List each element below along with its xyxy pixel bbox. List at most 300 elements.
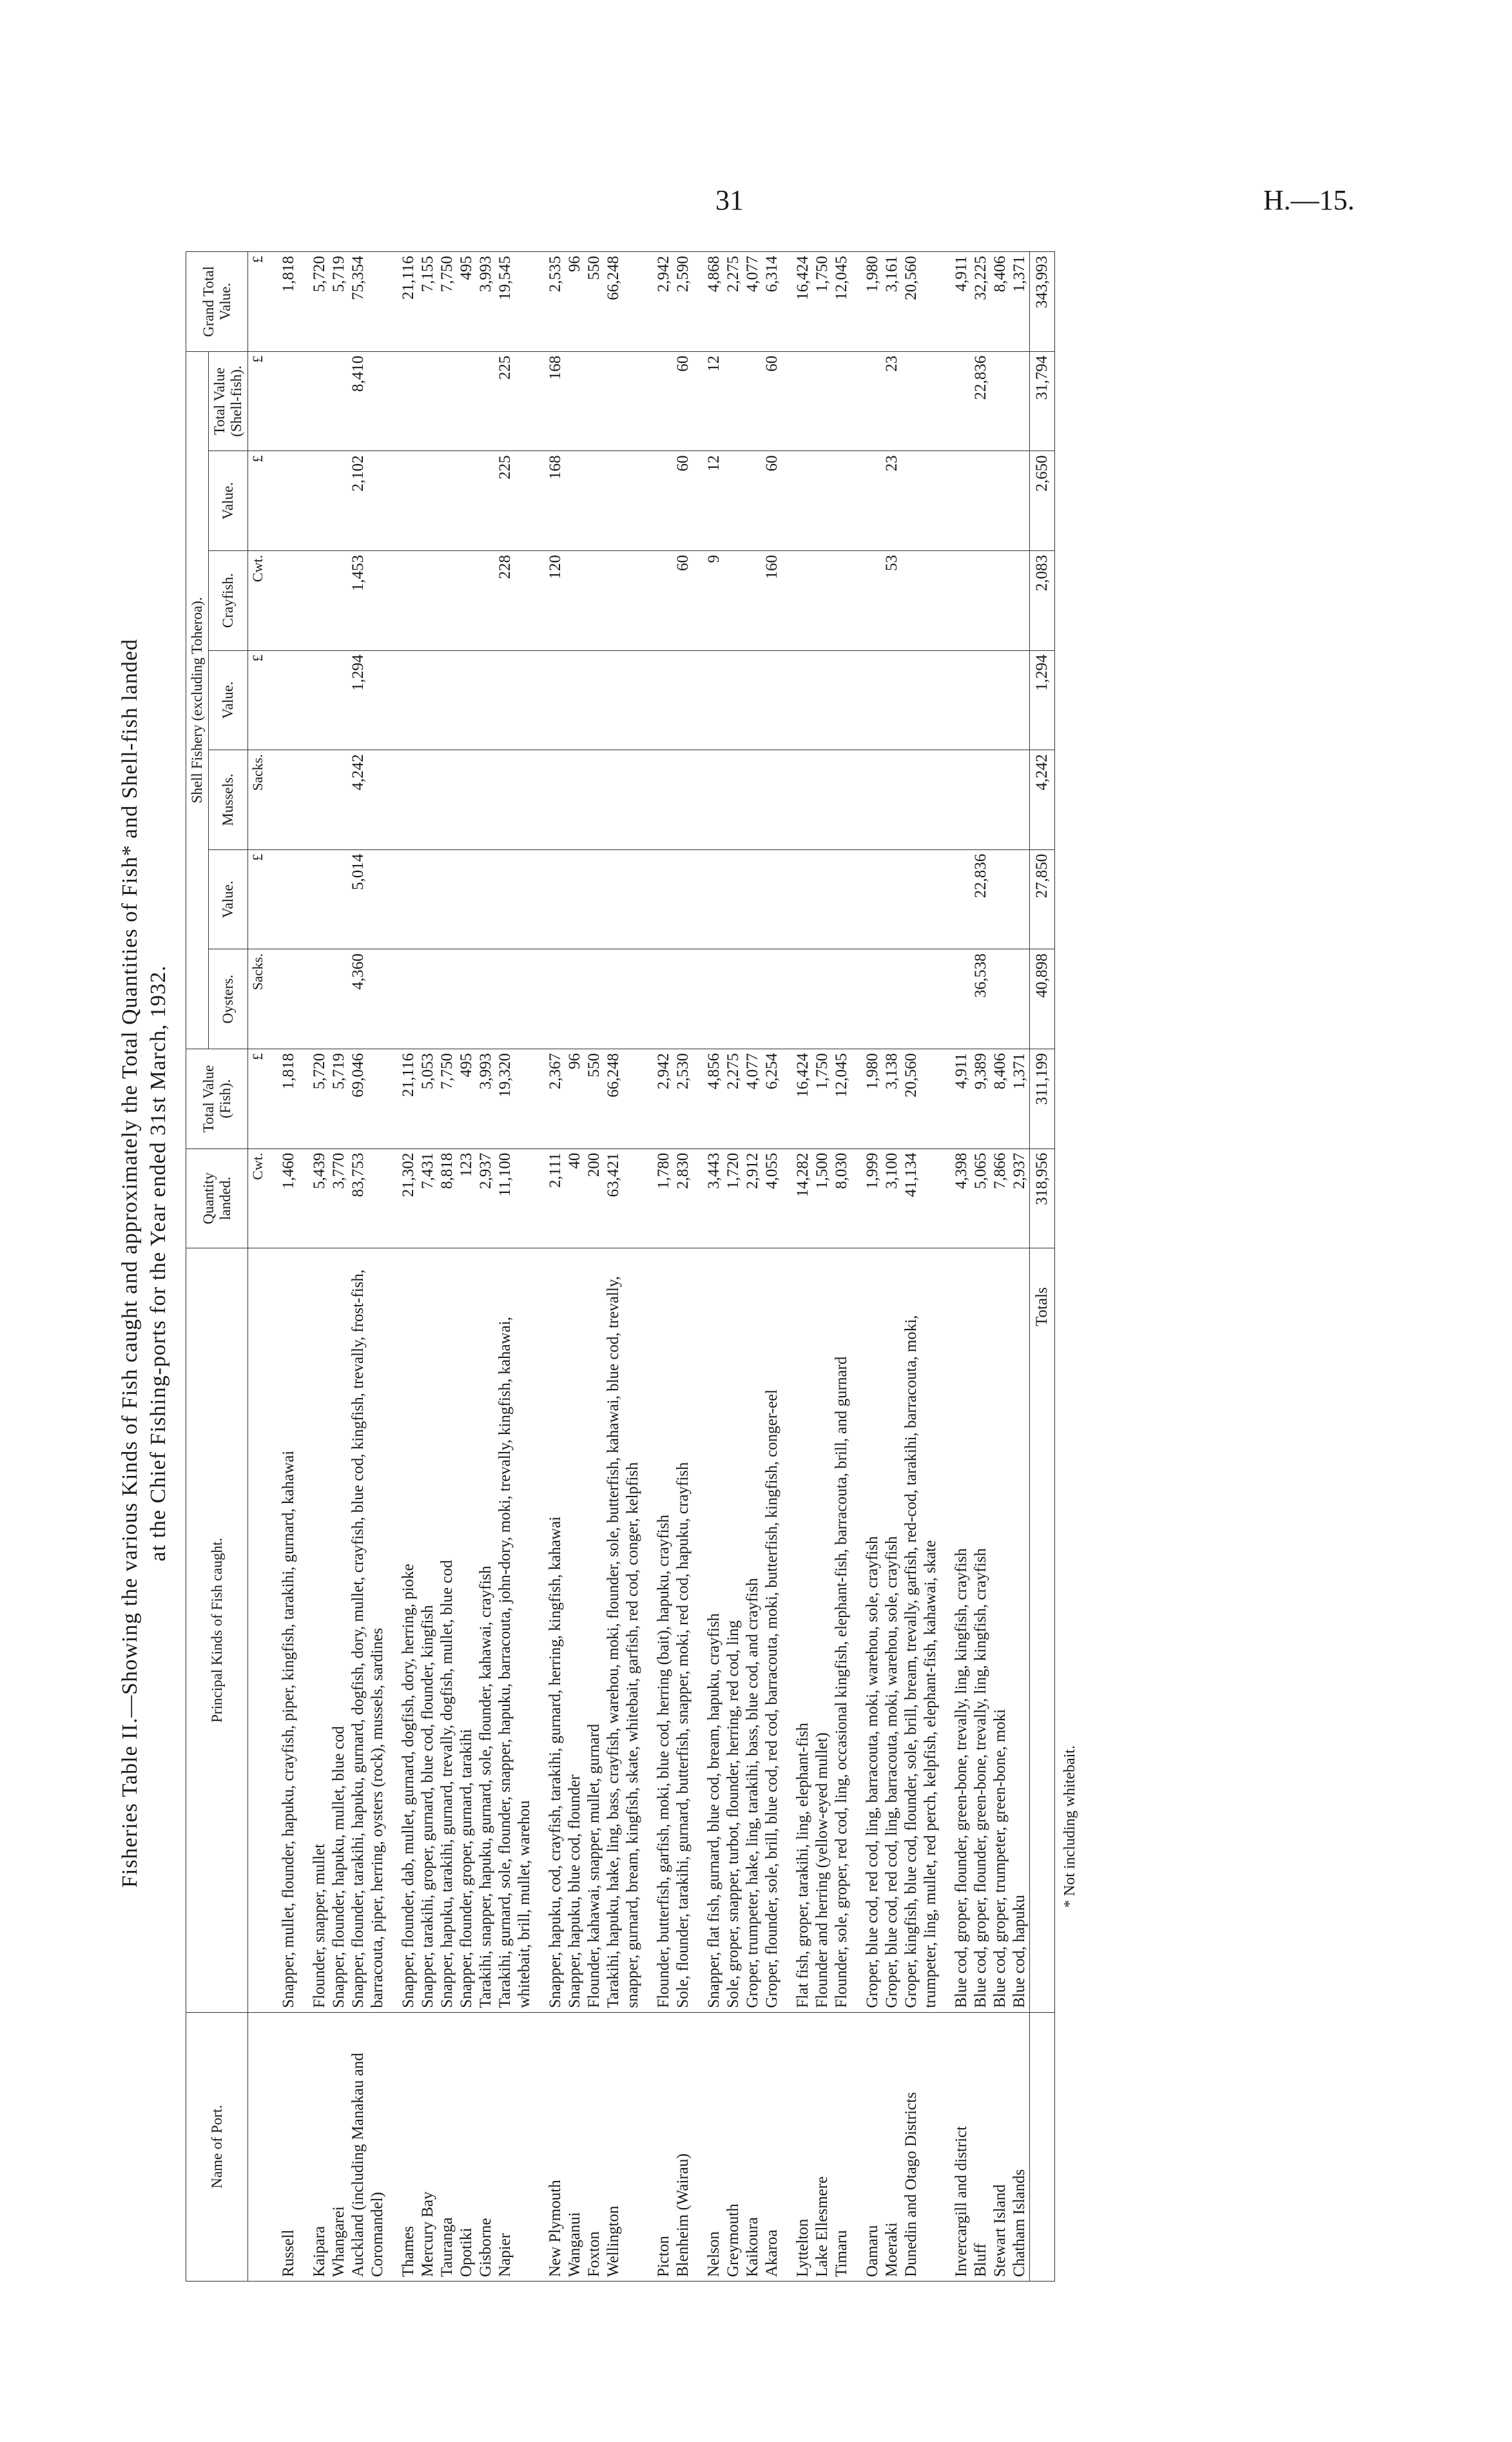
- cell-crayfish-value: [418, 451, 438, 551]
- cell-shell-total: [476, 351, 496, 451]
- cell-fish-value: 21,116: [399, 1049, 418, 1149]
- cell-shell-total: [279, 351, 298, 451]
- cell-qty: 2,830: [674, 1148, 693, 1248]
- cell-port: Greymouth: [724, 2012, 743, 2281]
- cell-mussels: [565, 750, 585, 850]
- cell-crayfish-value: 168: [546, 451, 565, 551]
- cell-qty: 7,866: [991, 1148, 1010, 1248]
- cell-oyster-value: [762, 849, 782, 949]
- cell-mussels: 4,242: [349, 750, 387, 850]
- cell-fish-value: 1,980: [863, 1049, 882, 1149]
- cell-mussel-value: [793, 650, 813, 750]
- cell-qty: 4,398: [952, 1148, 971, 1248]
- cell-oysters: [565, 949, 585, 1049]
- cell-kinds: Snapper, flounder, groper, gurnard, tarakihi: [457, 1248, 476, 2012]
- cell-crayfish: [476, 550, 496, 650]
- cell-oysters: [329, 949, 349, 1049]
- cell-mussel-value: [654, 650, 674, 750]
- table-row: [399, 252, 418, 2282]
- cell-crayfish: [952, 550, 971, 650]
- cell-qty: 1,500: [813, 1148, 832, 1248]
- cell-mussel-value: [724, 650, 743, 750]
- totals-row: [1030, 252, 1055, 2282]
- cell-kinds: Snapper, mullet, flounder, hapuku, crayfish, piper, kingfish, tarakihi, gurnard, kahawai: [279, 1248, 298, 2012]
- cell-crayfish: 53: [882, 550, 902, 650]
- cell-crayfish: [832, 550, 851, 650]
- footnote: * Not including whitebait.: [1061, 1745, 1078, 1908]
- cell-grand-total: 2,942: [654, 252, 674, 352]
- totals-mussels: 4,242: [1030, 750, 1055, 850]
- cell-oysters: [813, 949, 832, 1049]
- col-grand-total: Grand Total Value.: [186, 252, 248, 352]
- cell-mussel-value: [674, 650, 693, 750]
- cell-grand-total: 12,045: [832, 252, 851, 352]
- cell-mussels: [952, 750, 971, 850]
- col-quantity: Quantity landed.: [186, 1148, 248, 1248]
- table-row: [585, 252, 604, 2282]
- cell-shell-total: [793, 351, 813, 451]
- cell-crayfish: [279, 550, 298, 650]
- cell-crayfish-value: [565, 451, 585, 551]
- cell-mussels: [793, 750, 813, 850]
- cell-crayfish: [793, 550, 813, 650]
- table-row: [476, 252, 496, 2282]
- cell-mussels: [457, 750, 476, 850]
- cell-mussel-value: [991, 650, 1010, 750]
- cell-shell-total: 23: [882, 351, 902, 451]
- cell-crayfish-value: [902, 451, 940, 551]
- group-spacer: [693, 252, 704, 2282]
- totals-shell-total: 31,794: [1030, 351, 1055, 451]
- cell-shell-total: [813, 351, 832, 451]
- cell-crayfish: [743, 550, 762, 650]
- cell-mussel-value: [399, 650, 418, 750]
- cell-port: Lake Ellesmere: [813, 2012, 832, 2281]
- cell-mussels: [438, 750, 457, 850]
- cell-fish-value: 5,719: [329, 1049, 349, 1149]
- cell-mussel-value: 1,294: [349, 650, 387, 750]
- cell-oyster-value: [743, 849, 762, 949]
- page-number: 31: [715, 184, 744, 216]
- table-row: [329, 252, 349, 2282]
- cell-mussel-value: [1010, 650, 1030, 750]
- cell-oyster-value: [496, 849, 534, 949]
- cell-crayfish: [971, 550, 991, 650]
- cell-port: Kaikoura: [743, 2012, 762, 2281]
- cell-qty: 200: [585, 1148, 604, 1248]
- cell-oyster-value: [813, 849, 832, 949]
- cell-oyster-value: [565, 849, 585, 949]
- unit-fish-value: £: [248, 1049, 268, 1149]
- cell-kinds: Groper, blue cod, red cod, ling, barracouta, moki, warehou, sole, crayfish: [882, 1248, 902, 2012]
- unit-row: [248, 252, 268, 2282]
- col-oysters: Oysters.: [209, 949, 248, 1049]
- table-row: [546, 252, 565, 2282]
- cell-mussels: [743, 750, 762, 850]
- cell-crayfish: 1,453: [349, 550, 387, 650]
- cell-crayfish: 228: [496, 550, 534, 650]
- cell-crayfish: [399, 550, 418, 650]
- col-fish-value: Total Value (Fish).: [186, 1049, 248, 1149]
- cell-oysters: 36,538: [971, 949, 991, 1049]
- cell-fish-value: 5,053: [418, 1049, 438, 1149]
- cell-crayfish: 9: [704, 550, 724, 650]
- cell-shell-total: [585, 351, 604, 451]
- cell-qty: 5,065: [971, 1148, 991, 1248]
- table-row: [704, 252, 724, 2282]
- cell-fish-value: 19,320: [496, 1049, 534, 1149]
- cell-oyster-value: [476, 849, 496, 949]
- cell-qty: 2,111: [546, 1148, 565, 1248]
- table-row: [793, 252, 813, 2282]
- cell-grand-total: 7,155: [418, 252, 438, 352]
- cell-mussel-value: [418, 650, 438, 750]
- cell-crayfish: 160: [762, 550, 782, 650]
- unit-mussels: Sacks.: [248, 750, 268, 850]
- totals-qty: 318,956: [1030, 1148, 1055, 1248]
- cell-kinds: Tarakihi, snapper, hapuku, gurnard, sole, flounder, kahawai, crayfish: [476, 1248, 496, 2012]
- cell-crayfish: 120: [546, 550, 565, 650]
- table-row: [438, 252, 457, 2282]
- table-subtitle: at the Chief Fishing-ports for the Year ended 31st March, 1932.: [146, 965, 170, 1562]
- table-row: [902, 252, 940, 2282]
- cell-shell-total: 8,410: [349, 351, 387, 451]
- cell-oysters: 4,360: [349, 949, 387, 1049]
- cell-fish-value: 4,856: [704, 1049, 724, 1149]
- cell-kinds: Flounder, butterfish, garfish, moki, blue cod, herring (bait), hapuku, crayfish: [654, 1248, 674, 2012]
- cell-mussels: [971, 750, 991, 850]
- cell-mussels: [704, 750, 724, 850]
- cell-port: Invercargill and district: [952, 2012, 971, 2281]
- cell-qty: 2,912: [743, 1148, 762, 1248]
- cell-shell-total: 168: [546, 351, 565, 451]
- cell-fish-value: 4,911: [952, 1049, 971, 1149]
- cell-kinds: Snapper, flounder, dab, mullet, gurnard, dogfish, dory, herring, pioke: [399, 1248, 418, 2012]
- cell-shell-total: [438, 351, 457, 451]
- cell-crayfish-value: [604, 451, 643, 551]
- totals-grand-total: 343,993: [1030, 252, 1055, 352]
- cell-port: Dunedin and Otago Districts: [902, 2012, 940, 2281]
- cell-crayfish-value: [991, 451, 1010, 551]
- cell-oyster-value: [832, 849, 851, 949]
- table-row: [349, 252, 387, 2282]
- cell-kinds: Tarakihi, hapuku, hake, ling, bass, crayfish, warehou, moki, flounder, sole, butterfish, kahawai, blue cod, trevally, snapper, gurnard, bream, kingfish, skate, whitebait, garfish, red cod, conger, kelpfish: [604, 1248, 643, 2012]
- cell-crayfish-value: 12: [704, 451, 724, 551]
- cell-oysters: [793, 949, 813, 1049]
- cell-shell-total: [743, 351, 762, 451]
- cell-oyster-value: [604, 849, 643, 949]
- table-row: [457, 252, 476, 2282]
- cell-mussel-value: [952, 650, 971, 750]
- totals-oysters: 40,898: [1030, 949, 1055, 1049]
- cell-port: Moeraki: [882, 2012, 902, 2281]
- cell-mussel-value: [604, 650, 643, 750]
- cell-crayfish-value: [438, 451, 457, 551]
- cell-oyster-value: 5,014: [349, 849, 387, 949]
- cell-fish-value: 4,077: [743, 1049, 762, 1149]
- cell-crayfish-value: [476, 451, 496, 551]
- cell-shell-total: [1010, 351, 1030, 451]
- table-row: [724, 252, 743, 2282]
- cell-crayfish-value: 23: [882, 451, 902, 551]
- cell-mussels: [418, 750, 438, 850]
- cell-fish-value: 495: [457, 1049, 476, 1149]
- cell-crayfish: [329, 550, 349, 650]
- col-shell-total: Total Value (Shell-fish).: [209, 351, 248, 451]
- cell-shell-total: [863, 351, 882, 451]
- cell-kinds: Flounder, sole, groper, red cod, ling, occasional kingfish, elephant-fish, barracouta, brill, and gurnard: [832, 1248, 851, 2012]
- cell-mussels: [399, 750, 418, 850]
- table-row: [971, 252, 991, 2282]
- document-code: H.—15.: [1263, 184, 1355, 216]
- col-mussel-value: Value.: [209, 650, 248, 750]
- cell-shell-total: [457, 351, 476, 451]
- cell-oyster-value: [991, 849, 1010, 949]
- cell-oyster-value: [585, 849, 604, 949]
- cell-mussels: [882, 750, 902, 850]
- cell-crayfish-value: [279, 451, 298, 551]
- cell-crayfish: [724, 550, 743, 650]
- group-spacer: [298, 252, 310, 2282]
- cell-mussel-value: [813, 650, 832, 750]
- cell-mussel-value: [496, 650, 534, 750]
- cell-qty: 1,460: [279, 1148, 298, 1248]
- cell-fish-value: 9,389: [971, 1049, 991, 1149]
- table-row: [604, 252, 643, 2282]
- table-title: Fisheries Table II.—Showing the various Kinds of Fish caught and approximately the Total Quantities of Fish* and Shell-fish landed: [118, 639, 142, 1888]
- cell-mussel-value: [762, 650, 782, 750]
- cell-crayfish: [902, 550, 940, 650]
- cell-kinds: Snapper, tarakihi, groper, gurnard, blue cod, flounder, kingfish: [418, 1248, 438, 2012]
- cell-grand-total: 32,225: [971, 252, 991, 352]
- cell-grand-total: 4,077: [743, 252, 762, 352]
- table-row: [654, 252, 674, 2282]
- col-oyster-value: Value.: [209, 849, 248, 949]
- table-row: [418, 252, 438, 2282]
- cell-qty: 41,134: [902, 1148, 940, 1248]
- cell-port: Opotiki: [457, 2012, 476, 2281]
- cell-grand-total: 2,275: [724, 252, 743, 352]
- cell-fish-value: 1,371: [1010, 1049, 1030, 1149]
- cell-oysters: [496, 949, 534, 1049]
- cell-port: Thames: [399, 2012, 418, 2281]
- cell-port: Whangarei: [329, 2012, 349, 2281]
- cell-fish-value: 1,818: [279, 1049, 298, 1149]
- col-shell-group: Shell Fishery (excluding Toheroa).: [186, 351, 209, 1049]
- cell-oysters: [743, 949, 762, 1049]
- totals-fish-value: 311,199: [1030, 1049, 1055, 1149]
- cell-fish-value: 16,424: [793, 1049, 813, 1149]
- cell-shell-total: 60: [762, 351, 782, 451]
- cell-crayfish-value: [793, 451, 813, 551]
- cell-mussels: [310, 750, 329, 850]
- cell-oyster-value: [329, 849, 349, 949]
- rotated-table-container: [103, 232, 1431, 2294]
- cell-crayfish-value: 225: [496, 451, 534, 551]
- cell-kinds: Snapper, hapuku, cod, crayfish, tarakihi, gurnard, herring, kingfish, kahawai: [546, 1248, 565, 2012]
- cell-grand-total: 8,406: [991, 252, 1010, 352]
- cell-fish-value: 2,275: [724, 1049, 743, 1149]
- cell-oyster-value: [902, 849, 940, 949]
- cell-shell-total: [902, 351, 940, 451]
- cell-mussels: [863, 750, 882, 850]
- unit-oyster-value: £: [248, 849, 268, 949]
- table-row: [832, 252, 851, 2282]
- cell-fish-value: 6,254: [762, 1049, 782, 1149]
- cell-qty: 11,100: [496, 1148, 534, 1248]
- cell-kinds: Snapper, flat fish, gurnard, blue cod, bream, hapuku, crayfish: [704, 1248, 724, 2012]
- cell-mussels: [1010, 750, 1030, 850]
- cell-port: Bluff: [971, 2012, 991, 2281]
- cell-crayfish: [418, 550, 438, 650]
- cell-port: Timaru: [832, 2012, 851, 2281]
- cell-shell-total: [418, 351, 438, 451]
- cell-kinds: Groper, blue cod, red cod, ling, barracouta, moki, warehou, sole, crayfish: [863, 1248, 882, 2012]
- cell-oysters: [674, 949, 693, 1049]
- unit-qty: Cwt.: [248, 1148, 268, 1248]
- cell-shell-total: [654, 351, 674, 451]
- cell-kinds: Snapper, hapuku, tarakihi, gurnard, trevally, dogfish, mullet, blue cod: [438, 1248, 457, 2012]
- cell-port: Blenheim (Wairau): [674, 2012, 693, 2281]
- cell-crayfish-value: 2,102: [349, 451, 387, 551]
- cell-grand-total: 3,161: [882, 252, 902, 352]
- table-row: [310, 252, 329, 2282]
- cell-port: Picton: [654, 2012, 674, 2281]
- cell-qty: 4,055: [762, 1148, 782, 1248]
- cell-oyster-value: [882, 849, 902, 949]
- cell-oysters: [832, 949, 851, 1049]
- cell-kinds: Groper, kingfish, blue cod, flounder, sole, brill, bream, trevally, garfish, red-cod, tarakihi, barracouta, moki, trumpeter, ling, mullet, red perch, kelpfish, elephant-fish, kahawai, skate: [902, 1248, 940, 2012]
- cell-mussels: [496, 750, 534, 850]
- cell-oyster-value: [654, 849, 674, 949]
- cell-grand-total: 2,590: [674, 252, 693, 352]
- cell-oysters: [882, 949, 902, 1049]
- cell-port: Akaroa: [762, 2012, 782, 2281]
- cell-mussels: [674, 750, 693, 850]
- cell-port: Wellington: [604, 2012, 643, 2281]
- cell-oysters: [991, 949, 1010, 1049]
- cell-fish-value: 5,720: [310, 1049, 329, 1149]
- cell-kinds: Flounder and herring (yellow-eyed mullet): [813, 1248, 832, 2012]
- cell-oyster-value: [438, 849, 457, 949]
- unit-shell-total: £: [248, 351, 268, 451]
- table-row: [762, 252, 782, 2282]
- cell-mussels: [654, 750, 674, 850]
- cell-mussel-value: [457, 650, 476, 750]
- cell-grand-total: 4,911: [952, 252, 971, 352]
- cell-grand-total: 1,750: [813, 252, 832, 352]
- cell-mussel-value: [743, 650, 762, 750]
- cell-qty: 14,282: [793, 1148, 813, 1248]
- cell-crayfish-value: [724, 451, 743, 551]
- cell-crayfish-value: [585, 451, 604, 551]
- cell-oyster-value: [952, 849, 971, 949]
- cell-port: Tauranga: [438, 2012, 457, 2281]
- cell-qty: 123: [457, 1148, 476, 1248]
- cell-mussels: [279, 750, 298, 850]
- cell-crayfish-value: [1010, 451, 1030, 551]
- cell-grand-total: 5,720: [310, 252, 329, 352]
- cell-fish-value: 2,942: [654, 1049, 674, 1149]
- cell-oyster-value: [674, 849, 693, 949]
- col-mussels: Mussels.: [209, 750, 248, 850]
- cell-mussels: [902, 750, 940, 850]
- unit-oysters: Sacks.: [248, 949, 268, 1049]
- cell-mussel-value: [565, 650, 585, 750]
- cell-oyster-value: 22,836: [971, 849, 991, 949]
- totals-label: Totals: [1030, 1248, 1055, 2012]
- cell-fish-value: 96: [565, 1049, 585, 1149]
- cell-qty: 7,431: [418, 1148, 438, 1248]
- cell-mussel-value: [279, 650, 298, 750]
- group-spacer: [643, 252, 654, 2282]
- cell-grand-total: 96: [565, 252, 585, 352]
- unit-crayfish: Cwt.: [248, 550, 268, 650]
- table-row: [952, 252, 971, 2282]
- totals-crayfish: 2,083: [1030, 550, 1055, 650]
- totals-crayfish-value: 2,650: [1030, 451, 1055, 551]
- cell-mussel-value: [546, 650, 565, 750]
- cell-port: Oamaru: [863, 2012, 882, 2281]
- cell-oysters: [902, 949, 940, 1049]
- cell-qty: 3,770: [329, 1148, 349, 1248]
- cell-grand-total: 1,980: [863, 252, 882, 352]
- cell-crayfish-value: [952, 451, 971, 551]
- cell-port: New Plymouth: [546, 2012, 565, 2281]
- cell-mussel-value: [902, 650, 940, 750]
- cell-grand-total: 550: [585, 252, 604, 352]
- cell-mussels: [476, 750, 496, 850]
- cell-grand-total: 1,371: [1010, 252, 1030, 352]
- cell-crayfish: [565, 550, 585, 650]
- unit-mussel-value: £: [248, 650, 268, 750]
- cell-mussels: [329, 750, 349, 850]
- cell-oyster-value: [1010, 849, 1030, 949]
- cell-oysters: [604, 949, 643, 1049]
- cell-crayfish: [310, 550, 329, 650]
- cell-fish-value: 8,406: [991, 1049, 1010, 1149]
- cell-oysters: [724, 949, 743, 1049]
- col-crayfish: Crayfish.: [209, 550, 248, 650]
- cell-mussel-value: [585, 650, 604, 750]
- cell-oyster-value: [310, 849, 329, 949]
- cell-kinds: Tarakihi, gurnard, sole, flounder, snapper, hapuku, barracouta, john-dory, moki, trevally, kingfish, kahawai, whitebait, brill, mullet, warehou: [496, 1248, 534, 2012]
- fisheries-table: [186, 251, 1055, 2282]
- table-row: [496, 252, 534, 2282]
- rotated-content: [103, 232, 1431, 2294]
- cell-port: Foxton: [585, 2012, 604, 2281]
- cell-kinds: Blue cod, groper, flounder, green-bone, trevally, ling, kingfish, crayfish: [952, 1248, 971, 2012]
- cell-crayfish-value: [310, 451, 329, 551]
- cell-mussels: [813, 750, 832, 850]
- cell-shell-total: 12: [704, 351, 724, 451]
- cell-crayfish: [604, 550, 643, 650]
- cell-kinds: Groper, trumpeter, hake, ling, tarakihi, bass, blue cod, and crayfish: [743, 1248, 762, 2012]
- col-port: Name of Port.: [186, 2012, 248, 2281]
- cell-port: Wanganui: [565, 2012, 585, 2281]
- cell-oysters: [952, 949, 971, 1049]
- table-row: [991, 252, 1010, 2282]
- cell-crayfish-value: 60: [674, 451, 693, 551]
- cell-oyster-value: [418, 849, 438, 949]
- cell-kinds: Flounder, kahawai, snapper, mullet, gurnard: [585, 1248, 604, 2012]
- cell-mussel-value: [971, 650, 991, 750]
- cell-oysters: [1010, 949, 1030, 1049]
- cell-qty: 63,421: [604, 1148, 643, 1248]
- cell-qty: 3,100: [882, 1148, 902, 1248]
- cell-crayfish-value: [832, 451, 851, 551]
- cell-crayfish-value: [743, 451, 762, 551]
